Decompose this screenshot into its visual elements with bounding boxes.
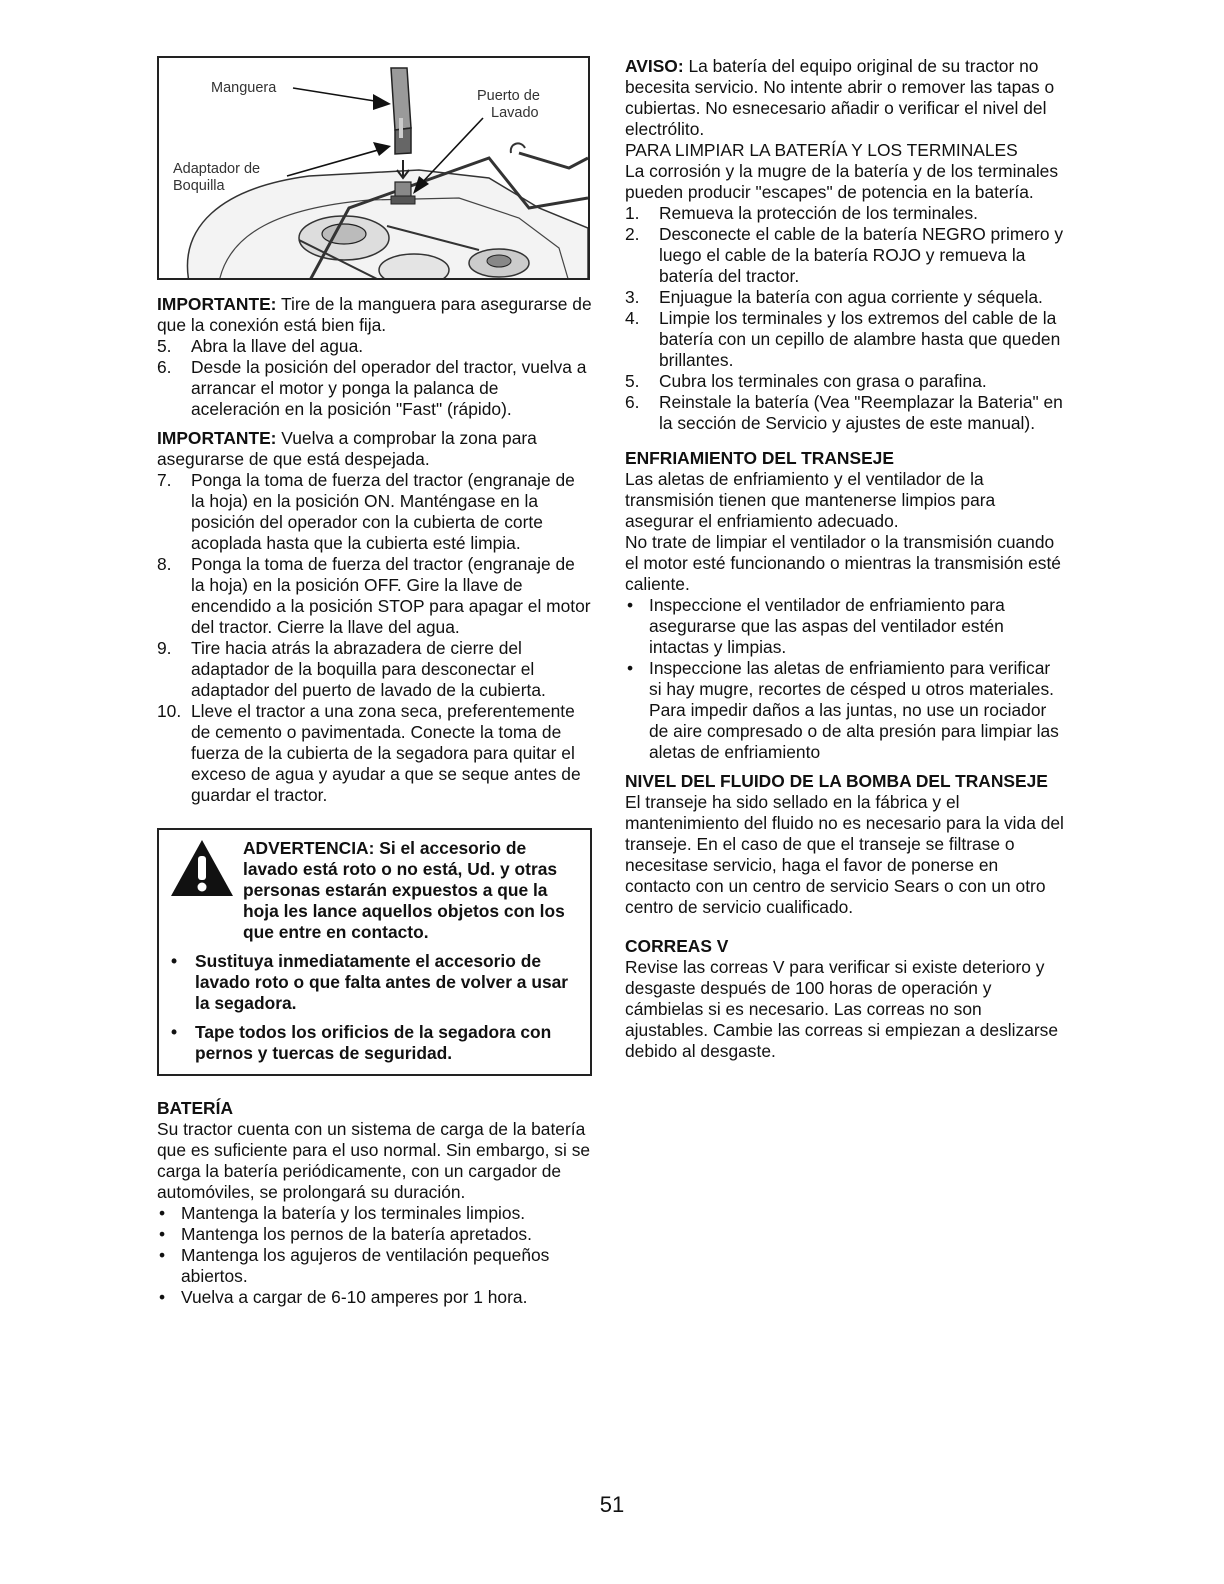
enfriamiento-p1: Las aletas de enfriamiento y el ventilador de la transmisión tienen que mantenerse limpios para asegurar el enfriamiento adecuado. bbox=[625, 469, 996, 531]
page-number: 51 bbox=[599, 1492, 625, 1517]
list-item: 6. Reinstale la batería (Vea "Reemplazar la Bateria" en la sección de Servicio y ajustes de este manual). bbox=[625, 392, 1063, 433]
list-item: 1. Remueva la protección de los terminales. bbox=[625, 203, 978, 223]
label-lavado: Lavado bbox=[491, 105, 539, 121]
left-column bbox=[157, 56, 592, 1308]
list-item: 5. Cubra los terminales con grasa o parafina. bbox=[625, 371, 987, 391]
steps-5-6 bbox=[157, 336, 592, 420]
wash-port-figure bbox=[157, 56, 590, 280]
bateria-heading: BATERÍA bbox=[157, 1098, 233, 1118]
warning-heading: ADVERTENCIA: Si el accesorio de lavado está roto o no está, Ud. y otras personas estarán expuestos a que la hoja les lance aquellos objetos con los que entre en contacto. bbox=[243, 838, 565, 942]
importante-2: IMPORTANTE: Vuelva a comprobar la zona para asegurarse de que está despejada. bbox=[157, 428, 537, 469]
list-item: • Vuelva a cargar de 6-10 amperes por 1 hora. bbox=[159, 1287, 528, 1307]
importante-1: IMPORTANTE: Tire de la manguera para asegurarse de que la conexión está bien fija. bbox=[157, 294, 592, 335]
steps-7-10 bbox=[157, 470, 592, 806]
list-item: • Inspeccione el ventilador de enfriamiento para asegurarse que las aspas del ventilador estén intactas y limpias. bbox=[627, 595, 1005, 657]
warning-triangle-icon bbox=[169, 838, 243, 943]
bateria-text: Su tractor cuenta con un sistema de carga de la batería que es suficiente para el uso normal. Sin embargo, si se carga la batería periódicamente, con un cargador de automóviles, se prolongará su duración. bbox=[157, 1119, 591, 1202]
list-item: 3. Enjuague la batería con agua corriente y séquela. bbox=[625, 287, 1043, 307]
bateria-bullets bbox=[157, 1203, 592, 1308]
list-item: • Mantenga la batería y los terminales limpios. bbox=[159, 1203, 526, 1223]
enfriamiento-heading: ENFRIAMIENTO DEL TRANSEJE bbox=[625, 448, 894, 468]
warning-bullets bbox=[169, 951, 580, 1064]
correas-text: Revise las correas V para verificar si existe deterioro y desgaste después de 100 horas de operación y cámbielas si es necesario. Las correas no son ajustables. Cambie las correas si empiezan a deslizarse debido al desgaste. bbox=[625, 957, 1059, 1061]
label-manguera: Manguera bbox=[211, 80, 277, 96]
list-item: 6. Desde la posición del operador del tractor, vuelva a arrancar el motor y ponga la palanca de aceleración en la posición "Fast" (rápido). bbox=[157, 357, 587, 419]
right-column bbox=[625, 56, 1065, 1062]
correas-heading: CORREAS V bbox=[625, 936, 729, 956]
list-item: • Tape todos los orificios de la segadora con pernos y tuercas de seguridad. bbox=[171, 1022, 552, 1063]
nivel-text: El transeje ha sido sellado en la fábrica y el mantenimiento del fluido no es necesario para la vida del transeje. En el caso de que el transeje se filtrase o necesitase servicio, haga el favor de ponerse en contacto con un centro de servicio Sears o con un otro centro de servicio cualificado. bbox=[625, 792, 1064, 917]
list-item: 5. Abra la llave del agua. bbox=[157, 336, 364, 356]
nivel-heading: NIVEL DEL FLUIDO DE LA BOMBA DEL TRANSEJE bbox=[625, 771, 1048, 791]
list-item: 8. Ponga la toma de fuerza del tractor (engranaje de la hoja) en la posición OFF. Gire la llave de encendido a la posición STOP para apagar el motor del tractor. Cierre la llave del agua. bbox=[157, 554, 591, 637]
label-boquilla: Boquilla bbox=[173, 178, 225, 194]
aviso: AVISO: La batería del equipo original de su tractor no becesita servicio. No intente abrir o remover las tapas o cubiertas. No esnecesario añadir o verificar el nivel del electrólito. bbox=[625, 56, 1055, 139]
list-item: • Sustituya inmediatamente el accesorio de lavado roto o que falta antes de volver a usar la segadora. bbox=[171, 951, 569, 1013]
limpiar-text: La corrosión y la mugre de la batería y de los terminales pueden producir "escapes" de potencia en la batería. bbox=[625, 161, 1059, 202]
enfriamiento-bullets bbox=[625, 595, 1065, 763]
enfriamiento-p2: No trate de limpiar el ventilador o la transmisión cuando el motor esté funcionando o mientras la transmisión esté caliente. bbox=[625, 532, 1061, 594]
limpiar-steps bbox=[625, 203, 1065, 434]
list-item: 9. Tire hacia atrás la abrazadera de cierre del adaptador de la boquilla para desconectar el adaptador del puerto de lavado de la cubierta. bbox=[157, 638, 546, 700]
list-item: 2. Desconecte el cable de la batería NEGRO primero y luego el cable de la batería ROJO y remueva la batería del tractor. bbox=[625, 224, 1064, 286]
list-item: • Mantenga los agujeros de ventilación pequeños abiertos. bbox=[159, 1245, 550, 1286]
label-adaptador: Adaptador de bbox=[173, 161, 261, 177]
warning-box bbox=[157, 828, 592, 1076]
list-item: 4. Limpie los terminales y los extremos del cable de la batería con un cepillo de alambre hasta que queden brillantes. bbox=[625, 308, 1061, 370]
list-item: • Inspeccione las aletas de enfriamiento para verificar si hay mugre, recortes de césped u otros materiales. Para impedir daños a las juntas, no use un rociador de aire compresado o de alta presión para limpiar las aletas de enfriamiento bbox=[627, 658, 1059, 762]
list-item: 10. Lleve el tractor a una zona seca, preferentemente de cemento o pavimentada. Conecte la toma de fuerza de la cubierta de la segadora para quitar el exceso de agua y ayudar a que se seque antes de guardar el tractor. bbox=[157, 701, 581, 805]
list-item: 7. Ponga la toma de fuerza del tractor (engranaje de la hoja) en la posición ON. Manténgase en la posición del operador con la cubierta de corte acoplada hasta que la cubierta esté limpia. bbox=[157, 470, 575, 553]
label-puerto: Puerto de bbox=[477, 88, 540, 104]
list-item: • Mantenga los pernos de la batería apretados. bbox=[159, 1224, 532, 1244]
limpiar-heading: PARA LIMPIAR LA BATERÍA Y LOS TERMINALES bbox=[625, 140, 1018, 160]
